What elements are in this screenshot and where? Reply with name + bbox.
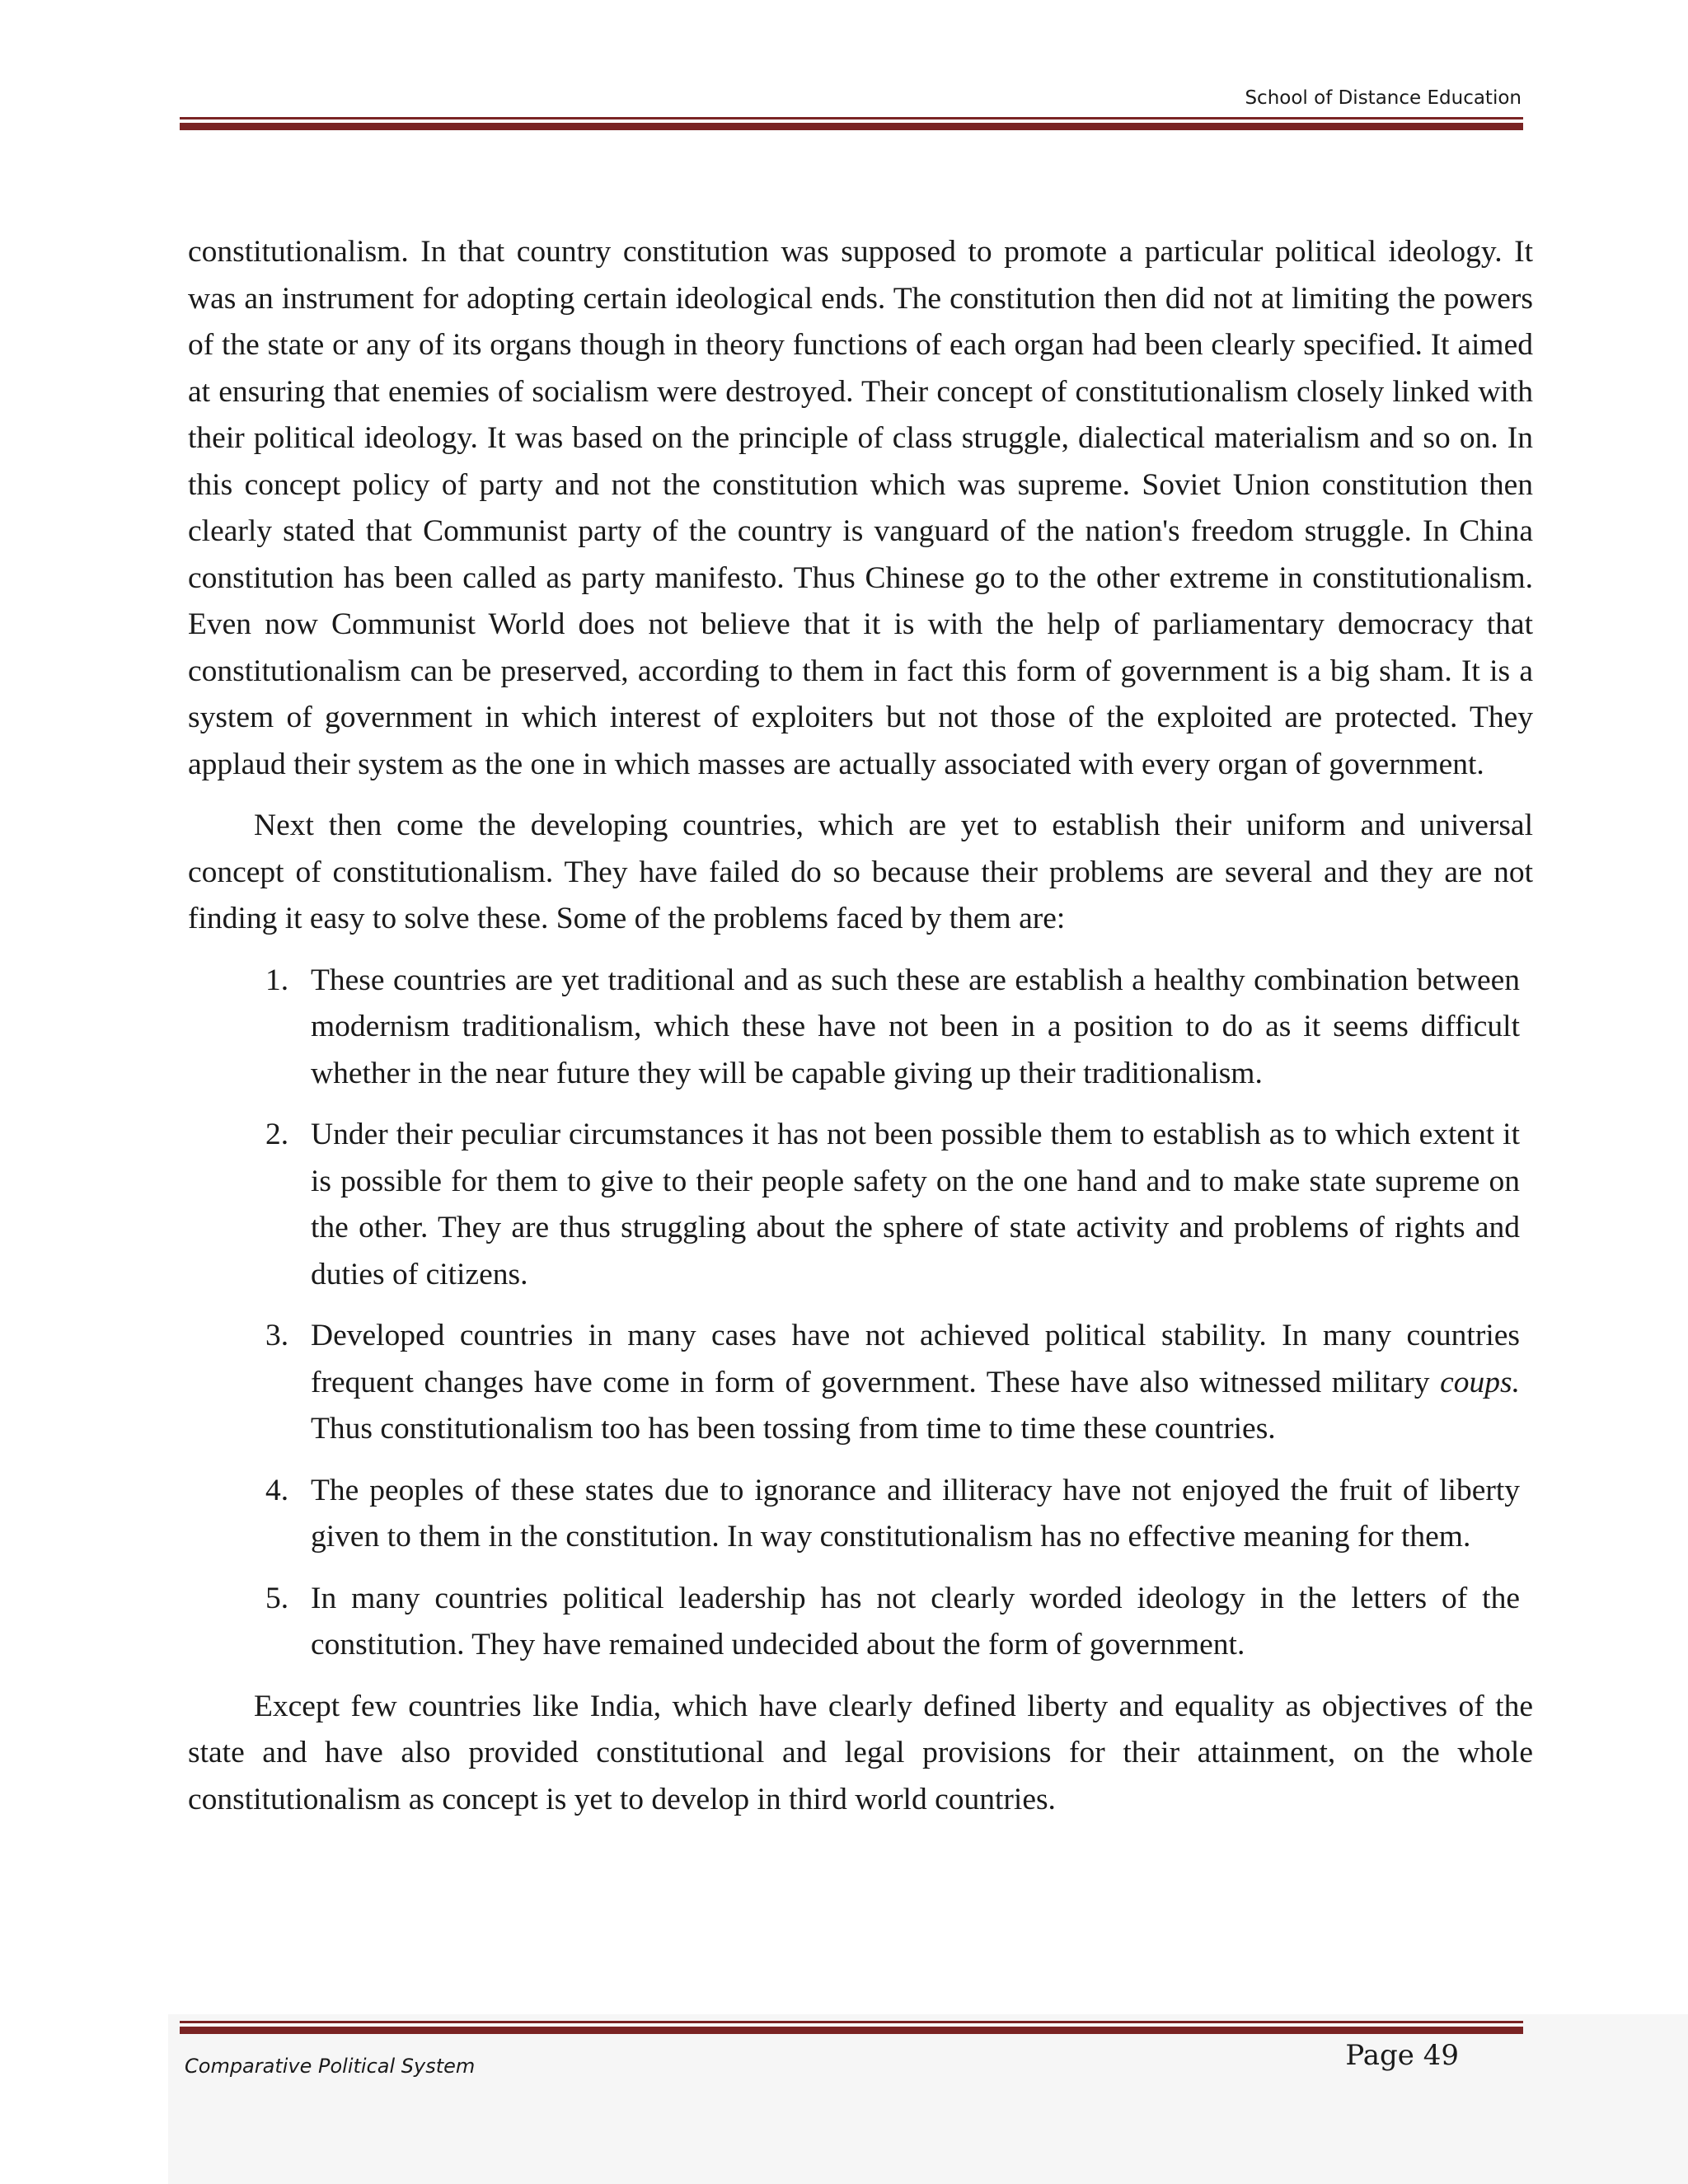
list-item xyxy=(188,958,1533,1098)
list-item-number: 2. xyxy=(265,1118,289,1151)
list-item xyxy=(188,1576,1533,1669)
list-item-text-before: Developed countries in many cases have not achieved political stability. In many countries frequent changes have come in form of government. These have also witnessed military xyxy=(311,1319,1520,1399)
header-institution: School of Distance Education xyxy=(1245,87,1522,109)
footer-course-title: Comparative Political System xyxy=(185,2055,476,2078)
list-item-number: 4. xyxy=(265,1473,289,1507)
page-body xyxy=(188,229,1533,1823)
list-item-number: 3. xyxy=(265,1319,289,1352)
problems-list xyxy=(188,958,1533,1669)
list-item-text: The peoples of these states due to ignorance and illiteracy have not enjoyed the fruit of liberty given to them in the constitution. In way constitutionalism has no effective meaning for them. xyxy=(311,1473,1520,1554)
header-rule xyxy=(180,117,1523,130)
list-item xyxy=(188,1313,1533,1453)
list-item-number: 5. xyxy=(265,1581,289,1615)
list-item xyxy=(188,1468,1533,1561)
list-item-text xyxy=(311,1319,1520,1446)
footer-rule xyxy=(180,2021,1523,2034)
list-item-text-after: Thus constitutionalism too has been tossing from time to time these countries. xyxy=(311,1412,1276,1446)
footer-background xyxy=(168,2014,1688,2184)
paragraph-1: constitutionalism. In that country constitution was supposed to promote a particular political ideology. It was an instrument for adopting certain ideological ends. The constitution then did not at limiting the powers of the state or any of its organs though in theory functions of each organ had been clearly specified. It aimed at ensuring that enemies of socialism were destroyed. Their concept of constitutionalism closely linked with their political ideology. It was based on the principle of class struggle, dialectical materialism and so on. In this concept policy of party and not the constitution which was supreme. Soviet Union constitution then clearly stated that Communist party of the country is vanguard of the nation's freedom struggle. In China constitution has been called as party manifesto. Thus Chinese go to the other extreme in constitutionalism. Even now Communist World does not believe that it is with the help of parliamentary democracy that constitutionalism can be preserved, according to them in fact this form of government is a big sham. It is a system of government in which interest of exploiters but not those of the exploited are protected. They applaud their system as the one in which masses are actually associated with every organ of government. xyxy=(188,235,1533,781)
list-item-text: In many countries political leadership has not clearly worded ideology in the letters of the constitution. They have remained undecided about the form of government. xyxy=(311,1581,1520,1661)
paragraph-2: Next then come the developing countries, which are yet to establish their uniform and universal concept of constitutionalism. They have failed do so because their problems are several and they are not finding it easy to solve these. Some of the problems faced by them are: xyxy=(188,808,1533,935)
paragraph-3: Except few countries like India, which have clearly defined liberty and equality as objectives of the state and have also provided constitutional and legal provisions for their attainment, on the whole constitutionalism as concept is yet to develop in third world countries. xyxy=(188,1689,1533,1816)
list-item-text: These countries are yet traditional and as such these are establish a healthy combination between modernism traditionalism, which these have not been in a position to do as it seems difficult whether in the near future they will be capable giving up their traditionalism. xyxy=(311,963,1520,1090)
page-number: Page 49 xyxy=(1345,2039,1459,2072)
list-item-number: 1. xyxy=(265,963,289,997)
list-item-text: Under their peculiar circumstances it has not been possible them to establish as to which extent it is possible for them to give to their people safety on the one hand and to make state supreme on the other. They are thus struggling about the sphere of state activity and problems of rights and duties of citizens. xyxy=(311,1118,1520,1291)
italic-term: coups. xyxy=(1440,1365,1520,1399)
list-item xyxy=(188,1112,1533,1298)
